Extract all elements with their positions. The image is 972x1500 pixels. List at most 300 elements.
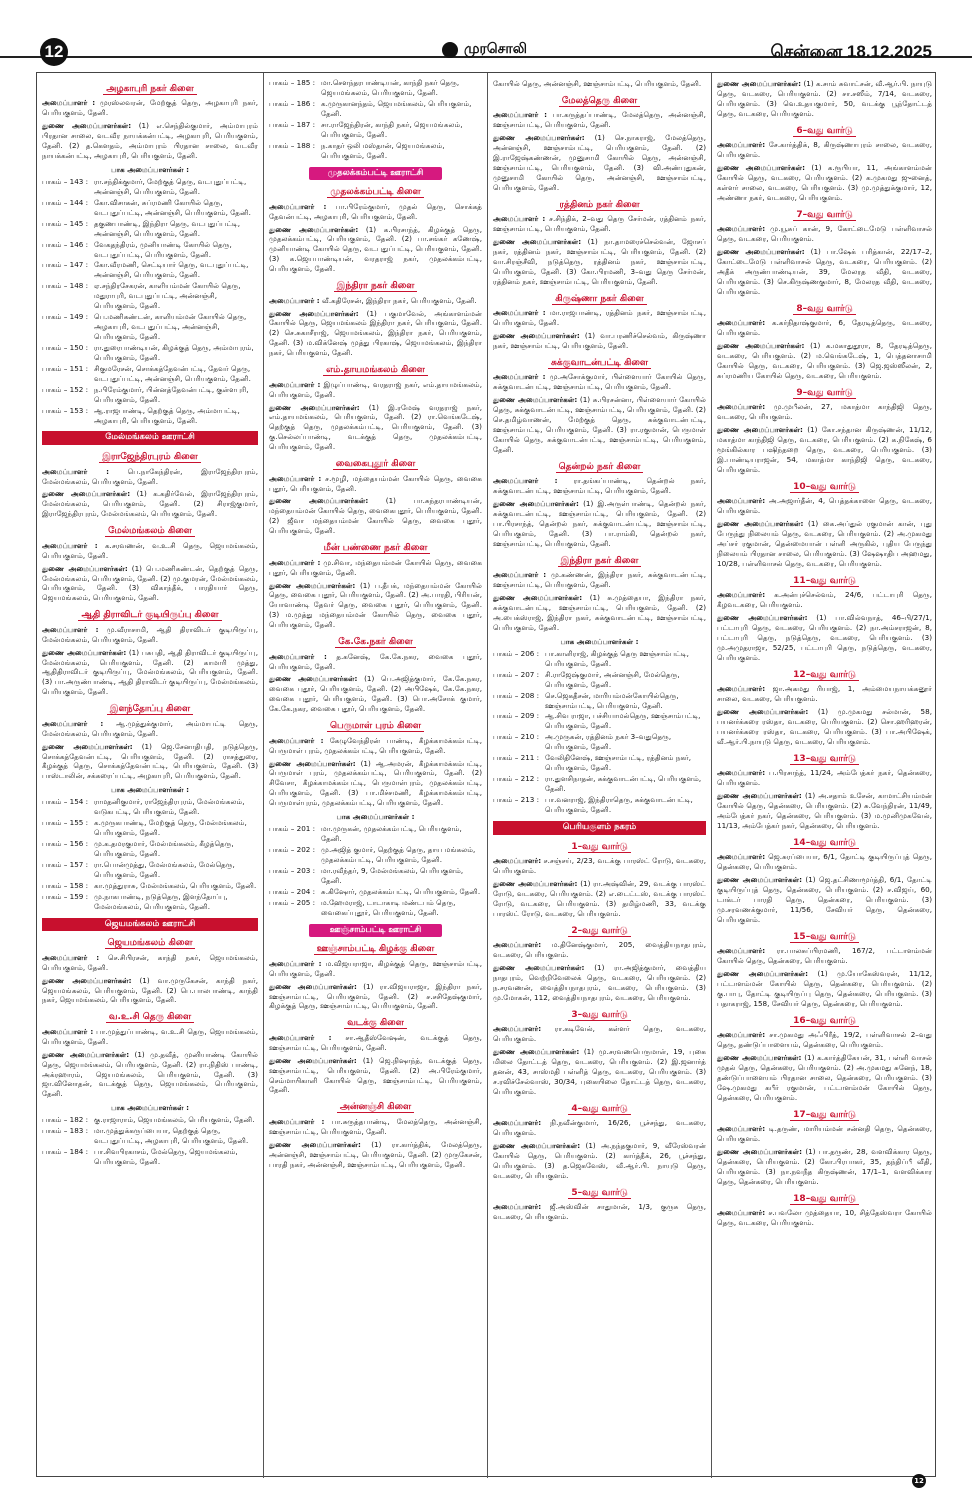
role-label: துணை அமைப்பாளர்கள்:	[717, 613, 808, 622]
booth-number: பாகம் – 151 :	[42, 363, 89, 373]
office-bearer-entry	[269, 558, 482, 578]
ward-heading	[493, 925, 706, 937]
booth-row	[269, 120, 482, 140]
booth-row	[42, 406, 258, 426]
booth-number: பாகம் – 182 :	[42, 1115, 89, 1125]
branch-heading	[42, 83, 258, 95]
booth-number: பாகம் – 209 :	[493, 711, 540, 721]
heading-text: தென்றல் நகர் கிளை	[556, 462, 644, 473]
ward-heading	[717, 931, 932, 943]
role-details: (1) இ.அருள்பாண்டி, தென்றல் நகர், சுக்குவாடன்பட்டி, ஊஞ்சாம்பட்டி, பெரியகுளம், தேனி. (2) பா.பிரசாந்த், தென்றல் நகர், சுக்குவாடன்பட்டி, ஊஞ்சாம்பட்டி, பெரியகுளம், தேனி. (3) பா.ராம்கி, தென்றல் நகர், ஊஞ்சாம்பட்டி, பெரியகுளம், தேனி.	[493, 499, 706, 548]
booth-row	[42, 312, 258, 342]
paper-brand	[442, 40, 527, 59]
booth-person: ரா.துரைபாண்டியன், கிழக்குத் தெரு, அம்மாபுரம், பெரியகுளம், தேனி.	[94, 342, 254, 362]
office-bearer-entry	[493, 963, 706, 1003]
branch-heading	[42, 525, 258, 537]
heading-text: பெருமாள் புரம் கிளை	[327, 721, 424, 732]
office-bearer-entry	[269, 982, 482, 1012]
role-label: துணை அமைப்பாளர்கள்:	[42, 489, 131, 499]
booth-row	[269, 887, 482, 897]
booth-row	[42, 260, 258, 280]
role-label: அமைப்பாளர்:	[717, 318, 766, 328]
office-bearer-entry	[493, 476, 706, 496]
heading-text: 12–வது வார்டு	[790, 670, 859, 681]
booth-number: பாகம் – 186 :	[269, 98, 316, 108]
branch-heading	[493, 555, 706, 567]
heading-text: 10–வது வார்டு	[790, 482, 859, 493]
role-details: ச.மூழி, மந்தையம்மன் கோயில் தெரு, வைகை புதூர், பெரியகுளம், தேனி.	[269, 473, 482, 493]
heading-text: அழகாபுரி நகர் கிளை	[103, 84, 196, 95]
office-bearer-entry	[717, 224, 932, 244]
role-details: (1) சு.முத்தையா, இந்திரா நகர், சுக்குவாடன்பட்டி, ஊஞ்சாம்பட்டி, பெரியகுளம், தேனி. (2) அ.பைக்ஸ்ராஜ், இந்திரா நகர், சுக்குவாடன்பட்டி, ஊஞ்சாம்பட்டி, பெரியகுளம், தேனி.	[493, 593, 706, 632]
role-details: (1) பா.ஷேக் பரித்கான், 22/17–2, கோட்டைமேடு பள்ளிவாசல் தெரு, வடகரை, பெரியகுளம். (2) அதீக் அருண்பாண்டியன், 39, மேலரத வீதி, வடகரை, பெரியகுளம். (3) செ.கிருஷ்ணகுமார், 8, மேலரத வீதி, வடகரை, பெரியகுளம்.	[717, 247, 932, 296]
role-label: துணை அமைப்பாளர்கள்:	[269, 308, 359, 318]
booth-person: மு.க.தமரகுமார், மேல்மங்கலம், கீழத்தெரு, பெரியகுளம், தேனி.	[94, 839, 234, 858]
booth-row	[269, 898, 482, 918]
heading-text: 1–வது வார்டு	[568, 842, 630, 853]
heading-text: 17–வது வார்டு	[790, 1110, 859, 1121]
booth-person: க.முருகபாண்டி, மேற்குத் தெரு, மேல்மங்கலம், பெரியகுளம், தேனி.	[94, 818, 247, 838]
heading-text: இளந்தோப்பு கிளை	[107, 704, 193, 715]
heading-text: 3–வது வார்டு	[568, 1010, 630, 1021]
booth-row	[42, 797, 258, 817]
role-details: (1) ஜெ.நிஷாந்த், வடக்குத் தெரு, ஊஞ்சாம்பட்டி, பெரியகுளம், தேனி. (2) அ.பிரேம்குமார், செம்மாயிகாளி கோயில் தெரு, ஊஞ்சாம்பட்டி, பெரியகுளம், தேனி.	[269, 1055, 482, 1095]
booth-row	[269, 78, 482, 98]
column-3	[487, 73, 711, 1478]
booth-row	[42, 177, 258, 197]
booth-person: மா.முருகன், முதலக்கம்பட்டி, பெரியகுளம், தேனி.	[321, 824, 462, 844]
role-label: அமைப்பாளர் :	[42, 952, 100, 962]
branch-heading	[269, 458, 482, 470]
role-label: அமைப்பாளர்:	[717, 1030, 766, 1040]
booth-row	[42, 881, 258, 891]
branch-heading	[269, 364, 482, 376]
role-label: அமைப்பாளர் :	[269, 201, 327, 211]
booth-number: பாகம் – 159 :	[42, 891, 89, 901]
role-label: அமைப்பாளர் :	[269, 1032, 332, 1042]
booth-person: சா.ராஜேந்திரன், காந்தி நகர், ஜெயமங்கலம், பெரியகுளம், தேனி.	[321, 119, 463, 139]
role-label: அமைப்பாளர்:	[493, 1024, 542, 1033]
branch-heading	[42, 937, 258, 949]
ward-heading	[493, 1187, 706, 1199]
role-label: துணை அமைப்பாளர்கள்:	[717, 519, 804, 529]
role-label: துணை அமைப்பாளர்கள்:	[493, 133, 585, 143]
role-details: இழுப்பாண்டி, வரதராஜ் நகர், எம்.தாயமங்கலம், பெரியகுளம், தேனி.	[269, 379, 482, 399]
role-label: துணை அமைப்பாளர்கள்:	[269, 496, 369, 506]
booth-person: மா.முத்துக்கருப்பையா, தெற்குத் தெரு, வடபுதுப்பட்டி, அழகாபுரி, பெரியகுளம், தேனி.	[94, 1126, 249, 1146]
booth-person: மு.நாகபாண்டி, நடுத்தெரு, இளந்தோப்பு, மேல்மங்கலம், பெரியகுளம், தேனி.	[94, 891, 228, 911]
booth-person: ந.பிரேம்குமார், பின்னத்தேவன்பட்டி, குள்ளபுரி, பெரியகுளம், தேனி.	[94, 384, 249, 404]
booth-number: பாகம் – 147 :	[42, 260, 89, 270]
role-label: துணை அமைப்பாளர்கள்:	[269, 674, 358, 684]
branch-heading	[42, 609, 258, 621]
ward-heading	[493, 1103, 706, 1115]
booth-number: பாகம் – 148 :	[42, 281, 89, 291]
office-bearer-entry	[269, 736, 482, 756]
office-bearer-entry	[269, 1117, 482, 1137]
booth-row	[493, 753, 706, 773]
office-bearer-entry	[493, 940, 706, 960]
role-label: துணை அமைப்பாளர்கள்:	[493, 237, 582, 247]
booth-row	[493, 732, 706, 752]
role-label: துணை அமைப்பாளர்கள்:	[717, 969, 809, 978]
booth-person: ரா.பொன்முத்து, மேல்மங்கலம், மேல்தெரு, பெரியகுளம், தேனி.	[94, 859, 235, 879]
office-bearer-entry	[42, 625, 258, 645]
role-label: துணை அமைப்பாளர்கள்:	[269, 580, 356, 590]
role-details: (1) எ.செந்தில்குமார், அம்மாபுரம் பிரதான சாலை, வடவீர நாயக்கன்பட்டி, அழகாபுரி, பெரியகுளம், தேனி. (2) த.கௌதம், அம்மாபுரம் பிரதான சாலை, வடவீர நாயக்கன்பட்டி, அழகாபுரி, பெரியகுளம், தேனி.	[42, 121, 258, 161]
role-label: துணை அமைப்பாளர்கள்:	[493, 962, 585, 972]
office-bearer-entry	[493, 395, 706, 455]
booth-person: மு.அஜித் குமார், தெற்குத் தெரு, தாய மங்கலம், முதலக்கம்பட்டி, பெரியகுளம், தேனி.	[321, 845, 476, 864]
booth-row	[493, 795, 706, 815]
role-label: அமைப்பாளர் :	[42, 1026, 94, 1036]
office-bearer-entry	[269, 759, 482, 809]
booth-row	[42, 219, 258, 239]
heading-text: ஊஞ்சாம்பட்டி கிழக்கு கிளை	[314, 944, 438, 955]
role-details: பா.பிரேம்குமார், முதல் தெரு, சொக்கத் தேவன்பட்டி, அழகாபுரி, பெரியகுளம், தேனி.	[269, 201, 482, 221]
role-details: (1) செ.நாகராஜ், மேலத்தெரு, அன்னஞ்சி, ஊஞ்சாம்பட்டி, பெரியகுளம், தேனி. (2) இ.ராஜேஷ்கண்ணன், முனுசாமி கோயில் தெரு, அன்னஞ்சி, ஊஞ்சாம்பட்டி, பெரியகுளம், தேனி. (3) வி.அண்புதுகன், முனுசாமி கோயில் தெரு, அன்னஞ்சி, ஊஞ்சாம்பட்டி, பெரியகுளம், தேனி.	[493, 133, 706, 192]
heading-text: 16–வது வார்டு	[790, 1016, 859, 1027]
booth-person: சி.ராஜேஷ்குமார், அன்னஞ்சி, மேல்தெரு, பெரியகுளம், தேனி.	[545, 669, 680, 689]
role-label: அமைப்பாளர் :	[493, 110, 548, 120]
office-bearer-entry	[42, 976, 258, 1006]
role-label: அமைப்பாளர் :	[493, 372, 546, 382]
role-details: (1) அ.சதாம் உசேன், காமாட்சியம்மன் கோயில் தெரு, தென்கரை, பெரியகுளம். (2) சு.வேந்திரன், 11/49, அம்பேத்கர் நகர், தென்கரை, பெரியகுளம். (3) ம.முனிமுகவேல், 11/13, அம்பேத்கர் நகர், தென்கரை, பெரியகுளம்.	[717, 791, 932, 830]
office-bearer-entry	[717, 946, 932, 966]
booth-number: பாகம் – 152 :	[42, 384, 89, 394]
role-label: அமைப்பாளர் :	[42, 624, 99, 634]
booth-row	[42, 364, 258, 384]
booth-row	[269, 845, 482, 865]
booth-number: பாகம் – 207 :	[493, 669, 540, 679]
heading-text: ஜெயமங்கலம் கிளை	[105, 938, 196, 949]
role-label: அமைப்பாளர்:	[717, 402, 766, 412]
booth-person: ம.ஹேமராஜ், டாடாகாடி மண்டபம் தெரு, வைகைப்புதூர், பெரியகுளம், தேனி.	[321, 897, 456, 917]
role-label: அமைப்பாளர் :	[42, 540, 98, 550]
role-label: துணை அமைப்பாளர்கள்:	[493, 499, 579, 509]
office-bearer-entry	[493, 308, 706, 328]
role-details: முரஸ்லவரன், மேற்குத் தெரு, அழகாபுரி நகர், பெரியகுளம், தேனி.	[42, 98, 258, 118]
role-label: துணை அமைப்பாளர்கள்:	[42, 1049, 130, 1059]
booth-row	[42, 839, 258, 859]
booth-row	[42, 892, 258, 912]
office-bearer-entry	[42, 719, 258, 739]
role-details: (1) க.சாம் சுவாட்சன், வீ.ஆர்.பி. நாயுடு தெரு, வடகரை, பெரியகுளம். (2) சா.சஸீம், 7/14, வடகரை, பெரியகுளம். (3) வெ.உதயகுமார், 50, வடக்கு பூந்தோட்டத் தெரு, வடகரை, பெரியகுளம்.	[717, 79, 932, 118]
heading-text: 5–வது வார்டு	[568, 1188, 630, 1199]
role-details: (1) க.பிரசாந்த், கிழக்குத் தெரு, முதலக்கம்பட்டி, பெரியகுளம், தேனி. (2) பா.சங்கர் கணேஷ், முனியாண்டி கோயில் தெரு, வடபுதுப்பட்டி, பெரியகுளம், தேனி. (3) க.ஜெயபாண்டியன், வரதராஜ் நகர், முதலக்கம்பட்டி, பெரியகுளம், தேனி.	[269, 224, 482, 274]
role-details: (1) அ.நந்தகுமார், 9, வீரேஸ்வரன் கோயில் தெரு, பெரியகுளம். (2) கார்த்தீக், 26, பூச்சந்து, பெரியகுளம். (3) த.ஜெகவேஸ், வீ.ஆர்.பி. நாயுடு தெரு, வடகரை, பெரியகுளம்.	[493, 1140, 706, 1180]
ward-heading	[717, 209, 932, 221]
office-bearer-entry	[717, 1053, 932, 1103]
booth-row	[493, 711, 706, 731]
role-label: அமைப்பாளர்:	[717, 496, 766, 506]
role-label: துணை அமைப்பாளர்கள்:	[717, 79, 802, 88]
role-details: (1) மு.சரவணபெருமாள், 19, புகை மிலை தோட்டத் தெரு, வடகரை, பெரியகுளம். (2) இ.ஜனார்த் தனன், 43, சாஸ்மதி பள்ளித் தெரு, வடகரை, பெரியகுளம். (3) ச.ரவிச்சேல்வாஸ், 30/34, புகையிலை தோட்டத் தெரு, வடகரை, பெரியகுளம்.	[493, 1046, 706, 1096]
role-details: சா.ஆதீஸ்வேஷன், வடக்குத் தெரு, ஊஞ்சாம்பட்டி, பெரியகுளம், தேனி.	[269, 1032, 482, 1052]
booth-person: மா.ரவீந்தர், 9, மேல்மங்கலம், பெரியகுளம், தேனி.	[321, 865, 464, 885]
role-details: ஆ.முத்துக்குமார், அம்மாபட்டி தெரு, மேல்மங்கலம், பெரியகுளம், தேனி.	[42, 718, 258, 738]
office-bearer-entry	[269, 496, 482, 536]
role-details: (1) மு.யோகேஸ்வரன், 11/12, பட்டாளம்மன் கோயில் தெரு, தென்கரை, பெரியகுளம். (2) கு.பாபு, தோட்டி குடியிருப்பு தெரு, தென்கரை, பெரியகுளம். (3) பதாகராஜ், 158, சேவியர் தெரு, தென்கரை, பெரியகுளம்.	[717, 969, 932, 1008]
subheading: பாக அமைப்பாளர்கள் :	[111, 165, 189, 175]
booth-row	[269, 99, 482, 119]
branch-heading	[493, 357, 706, 369]
role-label: துணை அமைப்பாளர்கள்:	[717, 791, 802, 800]
office-bearer-entry	[42, 121, 258, 161]
ward-heading	[493, 1009, 706, 1021]
role-details: நி.நவீன்குமார், 16/26, பூச்சந்து, வடகரை, பெரியகுளம்.	[493, 1117, 706, 1137]
office-bearer-entry	[717, 768, 932, 788]
branch-heading	[269, 542, 482, 554]
role-label: துணை அமைப்பாளர்கள்:	[42, 975, 132, 985]
role-label: துணை அமைப்பாளர்கள்:	[717, 1053, 802, 1063]
office-bearer-entry	[717, 79, 932, 119]
role-label: அமைப்பாளர்:	[717, 1124, 766, 1134]
role-label: துணை அமைப்பாளர்கள்:	[42, 563, 128, 573]
booth-number: பாகம் – 184 :	[42, 1147, 89, 1157]
booth-number: பாகம் – 185 :	[269, 78, 316, 87]
booth-row	[42, 1147, 258, 1167]
office-bearer-entry	[717, 140, 932, 160]
office-bearer-entry	[493, 1141, 706, 1181]
role-label: துணை அமைப்பாளர்கள்:	[717, 247, 805, 257]
role-label: துணை அமைப்பாளர்கள்:	[493, 878, 578, 888]
branch-heading	[493, 95, 706, 107]
office-bearer-entry	[493, 856, 706, 876]
ward-heading	[717, 837, 932, 849]
role-details: பா.முத்துப்பாண்டி, வ.உ.சி தெரு, ஜெயமங்கலம், பெரியகுளம், தேனி.	[42, 1026, 258, 1046]
office-bearer-entry	[269, 1140, 482, 1170]
subheading: பாக அமைப்பாளர்கள் :	[111, 785, 189, 795]
role-label: துணை அமைப்பாளர்கள்:	[269, 981, 357, 991]
office-bearer-entry	[42, 541, 258, 561]
office-bearer-entry	[42, 564, 258, 604]
booth-row	[42, 198, 258, 218]
booth-person: ராமதனிகுமார், ராஜேந்திரபுரம், மேல்மங்கலம், வடுகபட்டி, பெரியகுளம், தேனி.	[94, 797, 245, 817]
booth-number: பாகம் – 155 :	[42, 818, 89, 828]
role-label: துணை அமைப்பாளர்கள்:	[42, 741, 133, 751]
booth-number: பாகம் – 183 :	[42, 1126, 89, 1136]
heading-text: வைகைபுதூர் கிளை	[333, 459, 418, 470]
role-label: அமைப்பாளர் :	[269, 557, 321, 567]
role-details: (1) பா.வில்வநாத், 46–பி/27/1, பட்டாபுரி தெரு, வடகரை, பெரியகுளம். (2) நா.அம்சராஜன், 8, பட்டாபுரி தெரு, நடுத்தெரு, வடகரை, பெரியகுளம். (3) மு.அமுதராஜா, 52/25, பட்டாபுரி தெரு, நடுத்தெரு, வடகரை, பெரியகுளம்.	[717, 613, 932, 662]
role-details: (1) ரா.அஷ்வின், 29, வடக்கு பாரஸ்ட் ரோடு, வடகரை, பெரியகுளம். (2) எ.டைட்டஸ், வடக்கு பாரஸ்ட் ரோடு, வடகரை, பெரியகுளம். (3) தமிழ்மணி, 33, வடக்கு பாரஸ்ட் ரோடு, வடகரை, பெரியகுளம்.	[493, 878, 706, 918]
office-bearer-entry	[717, 318, 932, 338]
heading-text: கிருஷ்ணா நகர் கிளை	[552, 294, 646, 305]
role-details: (1) க.கார்த்திகேயன், 31, பள்ளி வாசல் முதல் தெரு, தென்கரை, பெரியகுளம். (2) அ.முகமது சுனேந், 18, தண்டுப்பாளையம் பிரதான சாலை, தென்கரை, பெரியகுளம். (3) ஷே.முகமது கபீர் ரகுமான், பட்டாளம்மன் கோயில் தெரு, தென்கரை, பெரியகுளம்.	[717, 1053, 932, 1102]
role-label: அமைப்பாளர்:	[493, 1202, 542, 1211]
booth-person: பா.வனராஜ், இந்திராதெரு, சுக்குவாடன்பட்டி, பெரியகுளம், தேனி.	[545, 794, 693, 814]
office-bearer-entry	[269, 959, 482, 979]
booth-person: பெ.மணிகண்டன், காளியம்மன் கோயில் தெரு, அழகாபுரி, வடபுதுப்பட்டி, அன்னஞ்சி, பெரியகுளம், தேனி.	[94, 312, 247, 342]
booth-number: பாகம் – 210 :	[493, 732, 540, 742]
role-details: த.கனேஷ், கே.கே.நகர, வைகை புதூர், பெரியகுளம், தேனி.	[269, 651, 482, 671]
booth-number: பாகம் – 154 :	[42, 797, 89, 807]
role-details: அ.அஜார்தீன், 4, பெத்தக்காளை தெரு, வடகரை, பெரியகுளம்.	[717, 496, 932, 516]
subheading: பாக அமைப்பாளர்கள் :	[111, 1103, 189, 1113]
ward-heading	[717, 1193, 932, 1205]
role-label: துணை அமைப்பாளர்கள்:	[269, 224, 359, 234]
booth-number: பாகம் – 156 :	[42, 839, 89, 848]
column-4	[711, 73, 937, 1478]
masthead	[0, 0, 972, 61]
booth-person: ந.காதர் ஒலி மஸ்தான், ஜெயமங்கலம், பெரியகுளம், தேனி.	[321, 140, 445, 160]
role-label: துணை அமைப்பாளர்கள்:	[717, 706, 809, 716]
role-details: (1) க.கதிர்வேல், இராஜேந்திரபுரம், மேல்மங்கலம், பெரியகுளம், தேனி. (2) சிராஜ்குமார், இராஜேந்திரபுரம், மேல்மங்கலம், பெரியகுளம், தேனி.	[42, 489, 258, 519]
role-details: (1) வா.பரணிச்செல்வம், கிருஷ்ணா நகர், ஊஞ்சாம்பட்டி, பெரியகுளம், தேனி.	[493, 331, 706, 351]
branch-heading	[42, 451, 258, 463]
office-bearer-entry	[42, 1050, 258, 1100]
booth-row	[493, 774, 706, 794]
role-label: துணை அமைப்பாளர்கள்:	[717, 425, 803, 435]
role-details: மு.சிவா, மந்தையம்மன் கோயில் தெரு, வைகை புதூர், பெரியகுளம், தேனி.	[269, 557, 482, 577]
branch-heading	[269, 186, 482, 198]
booth-row	[42, 1115, 258, 1125]
office-bearer-entry	[269, 652, 482, 672]
role-label: அமைப்பாளர்:	[493, 855, 542, 865]
booth-person: தகுணபாண்டி, இந்திரா தெரு, வடபுதுப்பட்டி, அன்னஞ்சி, பெரியகுளம், தேனி.	[94, 218, 241, 238]
heading-text: மேல்மங்கலம் கிளை	[105, 526, 195, 537]
office-bearer-entry	[269, 225, 482, 275]
office-bearer-entry	[42, 648, 258, 698]
role-details: மு.யூசுப் கான், 9, கோட்டைமேடு பள்ளிவாசல் தெரு, வடகரை, பெரியகுளம்.	[717, 224, 932, 244]
office-bearer-entry	[717, 496, 932, 516]
booth-person: சிகுமரேசன், சொக்கத்தேவன்பட்டி, தேவர் தெரு, வடபுதுப்பட்டி, அன்னஞ்சி, பெரியகுளம், தேனி.	[94, 363, 251, 383]
role-details: (1) வா.முருகேசன், காந்தி நகர், ஜெயமங்கலம், பெரியகுளம், தேனி. (2) பெ.பாலபாண்டி, காந்தி நகர், ஜெயமங்கலம், பெரியகுளம், தேனி.	[42, 975, 258, 1005]
booth-person: செ.ஜெகதீசன், மாரியம்மன்கோயில்தெரு, ஊஞ்சாம்பட்டி, பெரியகுளம், தேனி.	[545, 690, 679, 710]
office-bearer-entry	[493, 110, 706, 130]
booth-row	[493, 691, 706, 711]
role-label: துணை அமைப்பாளர்கள்:	[269, 1139, 361, 1149]
role-details: ச.சிந்திக், 2–வது தெரு சேர்மன், ரத்தினம் நகர், ஊஞ்சாம்பட்டி, பெரியகுளம், தேனி.	[493, 214, 706, 234]
booth-number: பாகம் – 157 :	[42, 859, 89, 869]
role-label: துணை அமைப்பாளர்கள்:	[493, 593, 583, 603]
role-details: (1) கோ.சந்தான கிருஷ்ணன், 11/12, மகாத்மா காந்திஜி தெரு, வடகரை, பெரியகுளம். (2) க.நிகேஷ், 6 மூங்கில்கார பஷிந்தறை தெரு, வடகரை, பெரியகுளம். (3) இ.பாண்டியராஜன், 54, மகாத்மா காந்திஜி தெரு, வடகரை, பெரியகுளம்.	[717, 425, 932, 474]
office-bearer-entry	[717, 163, 932, 203]
role-label: அமைப்பாளர் :	[269, 379, 321, 389]
booth-number: பாகம் – 144 :	[42, 197, 89, 207]
office-bearer-entry	[493, 372, 706, 392]
booth-number: பாகம் – 201 :	[269, 824, 316, 834]
section-banner: ஜெயமங்கலம் ஊராட்சி	[42, 918, 258, 932]
role-details: கேழுவேந்திரன் பாண்டி, கீழக்காமக்கம்பட்டி, பெருமாள் புரம், முதலக்கம்பட்டி, பெரியகுளம், தேனி.	[269, 735, 482, 755]
role-details: ஜீ.அஸ்வின் சாதுமான், 1/3, குருசு தெரு, வடகரை, பெரியகுளம்.	[493, 1202, 706, 1221]
booth-person: ஆ.ராஜபாண்டி, தெற்குத் தெரு, அம்மாபட்டி, அழகாபுரி, பெரியகுளம், தேனி.	[94, 405, 240, 425]
section-banner: ஊஞ்சாம்பட்டி ஊராட்சி	[309, 924, 442, 938]
role-details: (1) பா.சுந்தரபாண்டியன், மந்தையம்மன் கோயில் தெரு, வைகைபுதூர், பெரியகுளம், தேனி. (2) ஜீவா மந்தையம்மன் கோயில் தெரு, வைகை புதூர், பெரியகுளம், தேனி.	[269, 496, 483, 536]
branch-heading	[493, 199, 706, 211]
role-details: (1) ரா.கார்த்திக், மேலத்தெரு, அன்னஞ்சி, ஊஞ்சாம்பட்டி, பெரியகுளம், தேனி. (2) முருகேசன், பாரதி நகர், அன்னஞ்சி, ஊஞ்சாம்பட்டி, பெரியகுளம், தேனி.	[269, 1139, 482, 1169]
ward-heading	[717, 387, 932, 399]
role-details: ம.விஜயராஜா, கிழக்குத் தெரு, ஊஞ்சாம்பட்டி, பெரியகுளம், தேனி.	[269, 958, 482, 978]
heading-text: 14–வது வார்டு	[790, 838, 859, 849]
branch-heading	[269, 943, 482, 955]
role-label: துணை அமைப்பாளர்கள்:	[269, 758, 356, 768]
office-bearer-entry	[717, 969, 932, 1009]
role-details: (1) ப.தீபக், மந்தையம்மன் கோயில் தெரு, வைகை புதூர், பெரியகுளம், தேனி. (2) அ.பாரதி, பிரியன், யோவாண்டி தேவர் தெரு, வைகை புதூர், பெரியகுளம், தேனி. (3) ம.முத்து மந்தையம்மன் கோயில் தெரு, வைகை புதூர், பெரியகுளம், தேனி.	[269, 580, 482, 630]
office-bearer-entry	[717, 791, 932, 831]
booth-number: பாகம் – 208 :	[493, 690, 540, 700]
role-label: அமைப்பாளர்:	[717, 590, 766, 600]
office-bearer-entry	[717, 613, 932, 663]
role-details: மு.வீராசாமி, ஆதி திராவிடர் குடியிருப்பு, மேல்மங்கலம், பெரியகுளம், தேனி.	[42, 624, 258, 644]
ward-heading	[717, 303, 932, 315]
office-bearer-entry	[717, 590, 932, 610]
office-bearer-entry	[42, 489, 258, 519]
role-details: ஜா.அகமது ரியாஜ், 1, அம்மையநாயக்கனூர் சாலை, வடகரை, பெரியகுளம்.	[717, 684, 932, 704]
role-label: அமைப்பாளர்:	[717, 140, 766, 150]
role-details: (1) பா.தருண், 28, வளவிக்கார தெரு, தென்கரை, பெரியகுளம். (2) கோ.பிரபாகர், 35, தந்திப்பீ வீதி, பெரியகுளம். (3) நா.நவநீத கிருஷ்ணன், 17/1–1, வளவிக்கார தெரு, தென்கரை, பெரியகுளம்.	[717, 1147, 932, 1186]
booth-number: பாகம் – 211 :	[493, 753, 540, 763]
role-details: (1) பசுபதி, ஆதி திராவிடர் குடியிருப்பு, மேல்மங்கலம், பெரியகுளம், தேனி. (2) காமாரி முத்து, ஆதிதிராவிடர் குடியிருப்பு, மேல்மங்கலம், பெரியகுளம், தேனி. (3) பா.அருண்பாண்டி, ஆதி திராவிடர் குடியிருப்பு, மேல்மங்கலம், பெரியகுளம், தேனி.	[42, 647, 258, 697]
booth-number: பாகம் – 213 :	[493, 794, 540, 804]
office-bearer-entry	[717, 519, 932, 569]
office-bearer-entry	[717, 1030, 932, 1050]
role-details: பா.கருத்தப்பாண்டி, மேலத்தெரு, அன்னஞ்சி, ஊஞ்சாம்பட்டி, பெரியகுளம், தேனி.	[493, 110, 706, 130]
role-label: துணை அமைப்பாளர்கள்:	[42, 121, 132, 131]
office-bearer-entry	[493, 1202, 706, 1222]
role-label: அமைப்பாளர் :	[493, 476, 558, 486]
booth-row	[493, 670, 706, 690]
booth-person: கோ.வீரமணி, செட்டியார் தெரு, வடபுதுப்பட்டி, அன்னஞ்சி, பெரியகுளம், தேனி.	[94, 260, 249, 280]
role-label: அமைப்பாளர் :	[269, 295, 320, 305]
booth-row	[42, 240, 258, 260]
office-bearer-entry	[717, 684, 932, 704]
role-details: ரா.கடிவேல், கள்ளர் தெரு, வடகரை, பெரியகுளம்.	[493, 1024, 706, 1043]
branch-heading	[269, 280, 482, 292]
office-bearer-entry	[493, 499, 706, 549]
booth-number: பாகம் – 212 :	[493, 774, 540, 784]
role-details: (1) சு.பிரசன்னா, பிள்ளையார் கோயில் தெரு, சுக்குவாடன்பட்டி, ஊஞ்சாம்பட்டி, பெரியகுளம், தேனி. (2) செ.தமிழ்வாணன், மேற்குத் தெரு, சுக்குவாடன்பட்டி, ஊஞ்சாம்பட்டி, பெரியகுளம், தேனி. (3) ரா.ரகுமான், பெருமாள் கோயில் தெரு, சுக்குவாடன்பட்டி, ஊஞ்சாம்பட்டி, பெரியகுளம், தேனி.	[493, 395, 706, 454]
branch-heading	[269, 1101, 482, 1113]
booth-number: பாகம் – 158 :	[42, 880, 89, 890]
office-bearer-entry	[42, 742, 258, 782]
role-label: அமைப்பாளர் :	[42, 718, 104, 728]
section-banner: மேல்மங்கலம் ஊராட்சி	[42, 431, 258, 445]
booth-person: ரா.சந்திக்குமார், மேற்குத் தெரு, வடபுதுப்பட்டி, அன்னஞ்சி, பெரியகுளம், தேனி.	[94, 176, 247, 196]
heading-text: முதலக்கம்பட்டி கிளை	[327, 187, 423, 198]
office-bearer-entry	[493, 1047, 706, 1097]
heading-text: 8–வது வார்டு	[793, 304, 855, 315]
booth-person: சு.கிஷோர், முதலக்கம்பட்டி, பெரியகுளம், தேனி.	[321, 886, 481, 896]
role-label: துணை அமைப்பாளர்கள்:	[717, 341, 805, 351]
office-bearer-entry	[717, 247, 932, 297]
role-label: அமைப்பாளர்:	[493, 1117, 542, 1127]
role-details: ரா.பாலசுப்பிரமணி, 167/2, பட்டாளம்மன் கோயில் தெரு, தென்கரை, பெரியகுளம்.	[717, 946, 932, 966]
role-details: க.கர்நிதாஷ்குமார், 6, தேரடித்தெரு, வடகரை, பெரியகுளம்.	[717, 318, 932, 338]
office-bearer-entry	[269, 403, 482, 453]
booth-number: பாகம் – 153 :	[42, 405, 89, 415]
heading-text: மீன் பண்ணை நகர் கிளை	[321, 543, 431, 554]
booth-number: பாகம் – 146 :	[42, 239, 89, 249]
role-details: க.சரவணன், வ.உ.சி தெரு, ஜெயமங்கலம், பெரியகுளம், தேனி.	[42, 540, 258, 560]
office-bearer-entry	[269, 202, 482, 222]
role-details: (1) இ.ரமேஷ் வரதராஜ் நகர், எம்.தாயமங்கலம், பெரியகுளம், தேனி. (2) ரா.வெங்கடேஷ், தெற்குத் தெரு, முதலக்கம்பட்டி, பெரியகுளம், தேனி. (3) கு.செல்லப்பாண்டி, வடக்குத் தெரு, முதலக்கம்பட்டி, பெரியகுளம், தேனி.	[269, 402, 482, 452]
role-details: டி.தருண், மாரியம்மன் சன்னதி தெரு, தென்கரை, பெரியகுளம்.	[717, 1124, 932, 1144]
role-details: (1) பெ.அஜித்குமார், கே.கே.நகர, வைகை புதூர், பெரியகுளம், தேனி. (2) அபிஷேக், கே.கே.நகர, வைகை புதூர், பெரியகுளம், தேனி. (3) பொ.அசோக் குமார், கே.கே.நகர, வைகை புதூர், பெரியகுளம், தேனி.	[269, 674, 482, 714]
role-label: அமைப்பாளர்:	[717, 224, 766, 234]
role-details: (1) க.ரூபியா, 11, அங்காளம்மன் கோயில் தெரு, வடகரை, பெரியகுளம். (2) க.முகமது ஜுனைத், கள்ளர் சாலை, வடகரை, பெரியகுளம். (3) மு.முத்துக்குமார், 12, அண்ணா நகர், வடகரை, பெரியகுளம்.	[717, 163, 932, 202]
booth-row	[269, 866, 482, 886]
role-label: துணை அமைப்பாளர்கள்:	[493, 1140, 581, 1150]
role-label: அமைப்பாளர் :	[42, 98, 96, 108]
heading-text: இந்திரா நகர் கிளை	[334, 281, 418, 292]
branch-heading	[42, 703, 258, 715]
office-bearer-entry	[42, 953, 258, 973]
role-label: துணை அமைப்பாளர்கள்:	[717, 1147, 802, 1156]
role-details: (1) பெ.மணிகண்டன், தெற்குத் தெரு, மேல்மங்கலம், பெரியகுளம், தேனி. (2) மு.குமரன், மேல்மங்கலம், பெரியகுளம், தேனி. (3) விகாந்தீக், பாரதியார் தெரு, ஜெயமங்கலம், பெரியகுளம், தேனி.	[42, 563, 259, 603]
role-details: சே.கார்த்திக், 8, கிருஷ்ணாபுரம் சாலை, வடகரை, பெரியகுளம்.	[717, 140, 932, 160]
